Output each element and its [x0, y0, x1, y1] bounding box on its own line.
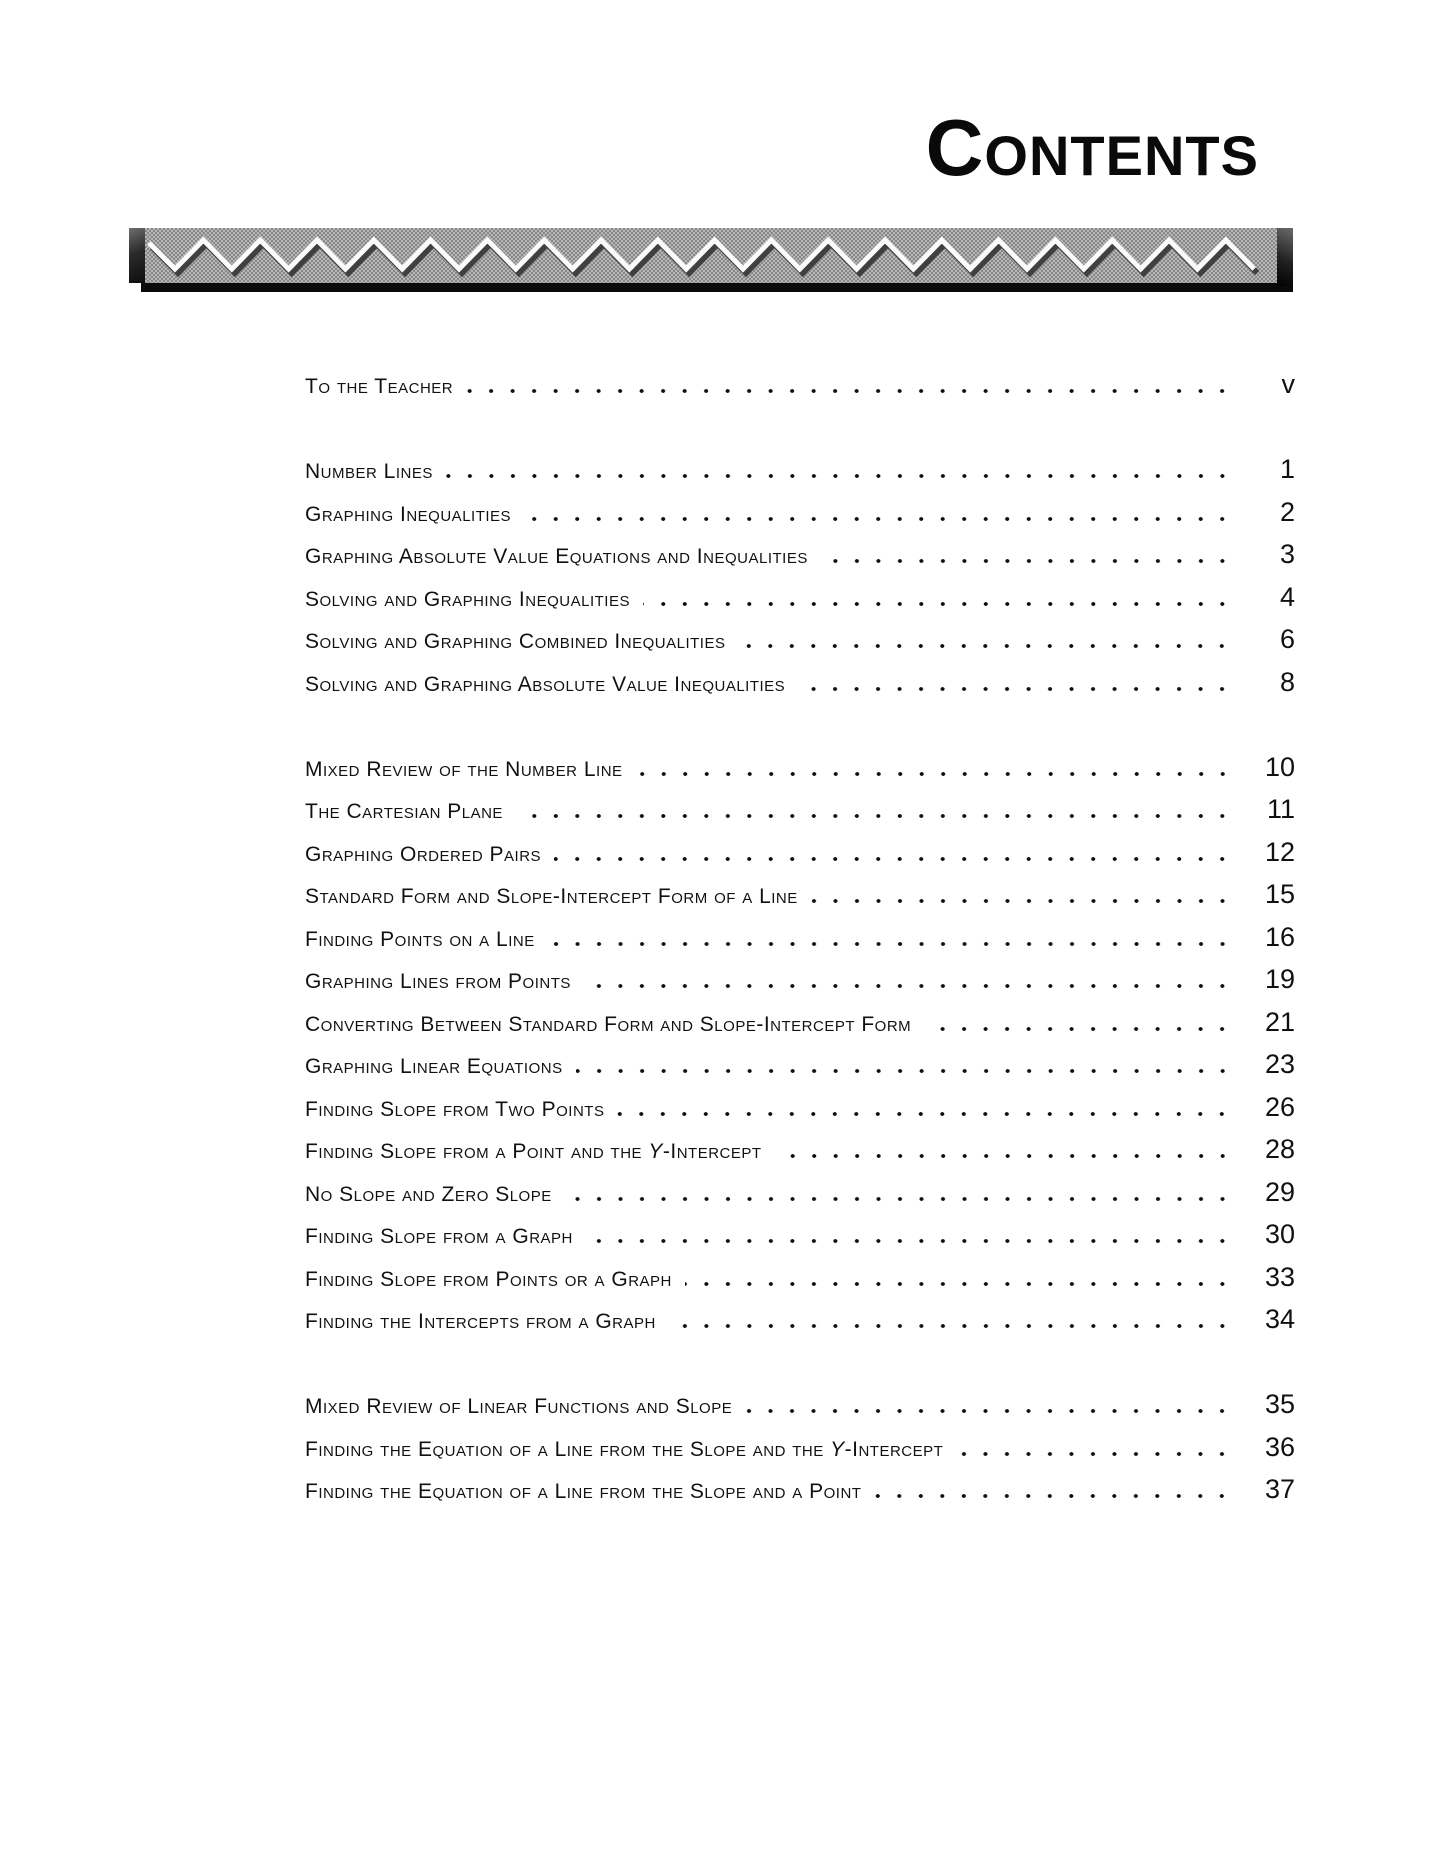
toc-entry-title: Solving and Graphing Absolute Value Inequalities: [305, 672, 786, 696]
toc-entry: [305, 1383, 1295, 1426]
toc-entry-title: Solving and Graphing Inequalities: [305, 587, 630, 611]
banner-left-bevel: [129, 228, 145, 283]
toc-entry: [305, 1043, 1295, 1086]
banner-bottom-shadow: [141, 283, 1293, 292]
toc-entry-page-number: 10: [1264, 751, 1295, 782]
dot-leader: [956, 1426, 1237, 1469]
dot-leader: [745, 1383, 1237, 1426]
toc-entry: [305, 873, 1295, 916]
toc-entry-page-number: 12: [1264, 836, 1295, 867]
table-of-contents: [305, 363, 1295, 1511]
toc-entry: [305, 958, 1295, 1001]
toc-entry: [305, 1128, 1295, 1171]
toc-entry: [305, 916, 1295, 959]
dot-leader: [738, 618, 1237, 661]
toc-entry: [305, 576, 1295, 619]
toc-entry-title: Finding Slope from Points or a Graph: [305, 1267, 672, 1291]
toc-entry-title: Number Lines: [305, 460, 433, 483]
toc-entry-title: No Slope and Zero Slope: [305, 1182, 552, 1206]
dot-leader: [617, 1086, 1237, 1129]
toc-entry: [305, 788, 1295, 831]
dot-leader: [466, 363, 1237, 406]
toc-entry-page-number: 16: [1264, 921, 1295, 952]
zigzag-pattern-icon: [145, 228, 1277, 283]
toc-entry: [305, 1086, 1295, 1129]
toc-entry: [305, 1468, 1295, 1511]
toc-entry-title: Finding the Equation of a Line from the Slope and a Point: [305, 1480, 862, 1503]
toc-entry: [305, 1213, 1295, 1256]
toc-entry-title: Finding the Equation of a Line from the Slope and the Y-Intercept: [305, 1437, 944, 1461]
toc-entry: [305, 448, 1295, 491]
toc-entry-page-number: 28: [1264, 1134, 1295, 1164]
banner-right-bevel: [1277, 228, 1293, 286]
dot-leader: [524, 491, 1237, 534]
dot-leader: [636, 746, 1237, 789]
dot-leader: [565, 1171, 1237, 1214]
toc-entry-title: Finding Slope from Two Points: [305, 1097, 605, 1121]
toc-entry: [305, 1298, 1295, 1341]
toc-entry-page-number: 33: [1264, 1261, 1295, 1292]
toc-entry-title: Converting Between Standard Form and Slope-Intercept Form: [305, 1012, 912, 1036]
toc-entry: [305, 831, 1295, 874]
toc-entry-title: Graphing Linear Equations: [305, 1055, 563, 1078]
toc-entry: [305, 491, 1295, 534]
dot-leader: [643, 576, 1237, 619]
dot-leader: [576, 1043, 1237, 1086]
toc-entry-title: Graphing Ordered Pairs: [305, 842, 542, 866]
toc-entry-title: To the Teacher: [305, 375, 454, 398]
toc-entry: [305, 1256, 1295, 1299]
dot-leader: [548, 916, 1237, 959]
toc-entry-title: The Cartesian Plane: [305, 800, 503, 823]
toc-entry-page-number: 8: [1279, 666, 1295, 697]
toc-entry-title: Mixed Review of Linear Functions and Slope: [305, 1395, 733, 1418]
toc-entry-page-number: 37: [1264, 1474, 1295, 1504]
banner-body: [145, 228, 1277, 283]
toc-entry-page-number: 6: [1279, 624, 1295, 654]
dot-leader: [798, 661, 1237, 704]
toc-entry-page-number: 1: [1279, 454, 1295, 484]
dot-leader: [669, 1298, 1237, 1341]
toc-entry: [305, 1171, 1295, 1214]
toc-entry-page-number: 3: [1279, 539, 1295, 569]
toc-entry-page-number: 34: [1264, 1304, 1295, 1334]
toc-entry-page-number: 30: [1264, 1219, 1295, 1249]
dot-leader: [821, 533, 1237, 576]
toc-group-gap: [305, 406, 1295, 449]
toc-entry: [305, 1001, 1295, 1044]
dot-leader: [554, 831, 1237, 874]
zigzag-ribbon-banner: [129, 228, 1293, 292]
toc-entry-title: Finding the Intercepts from a Graph: [305, 1310, 656, 1333]
toc-entry-page-number: 19: [1264, 964, 1295, 994]
toc-entry: [305, 746, 1295, 789]
toc-entry-page-number: 23: [1264, 1049, 1295, 1079]
toc-entry: [305, 533, 1295, 576]
toc-entry-page-number: 36: [1264, 1431, 1295, 1462]
toc-entry-page-number: 11: [1266, 794, 1295, 824]
dot-leader: [446, 448, 1237, 491]
toc-entry-page-number: v: [1281, 369, 1295, 399]
dot-leader: [584, 958, 1237, 1001]
dot-leader: [775, 1128, 1237, 1171]
toc-entry-title: Mixed Review of the Number Line: [305, 757, 623, 781]
dot-leader: [516, 788, 1237, 831]
toc-entry-title: Graphing Inequalities: [305, 502, 512, 526]
toc-entry-title: Standard Form and Slope-Intercept Form of a Line: [305, 885, 798, 908]
dot-leader: [924, 1001, 1237, 1044]
dot-leader: [586, 1213, 1237, 1256]
toc-entry-page-number: 15: [1264, 879, 1295, 909]
toc-entry-page-number: 4: [1279, 581, 1295, 612]
toc-entry-title: Finding Slope from a Point and the Y-Intercept: [305, 1140, 762, 1163]
toc-entry-page-number: 29: [1264, 1176, 1295, 1207]
toc-entry-page-number: 35: [1264, 1389, 1295, 1419]
toc-entry: [305, 363, 1295, 406]
toc-entry-title: Graphing Absolute Value Equations and Inequalities: [305, 545, 808, 568]
dot-leader: [874, 1468, 1237, 1511]
toc-entry-page-number: 2: [1279, 496, 1295, 527]
toc-entry-page-number: 26: [1264, 1091, 1295, 1122]
toc-group-gap: [305, 703, 1295, 746]
dot-leader: [685, 1256, 1237, 1299]
toc-entry-title: Graphing Lines from Points: [305, 970, 571, 993]
toc-group-gap: [305, 1341, 1295, 1384]
toc-entry-title: Finding Slope from a Graph: [305, 1225, 573, 1248]
dot-leader: [811, 873, 1237, 916]
toc-entry: [305, 1426, 1295, 1469]
toc-entry: [305, 618, 1295, 661]
toc-entry-page-number: 21: [1264, 1006, 1295, 1037]
toc-entry-title: Finding Points on a Line: [305, 927, 535, 951]
page-title: Contents: [925, 103, 1259, 192]
toc-entry: [305, 661, 1295, 704]
toc-entry-title: Solving and Graphing Combined Inequalities: [305, 630, 726, 653]
